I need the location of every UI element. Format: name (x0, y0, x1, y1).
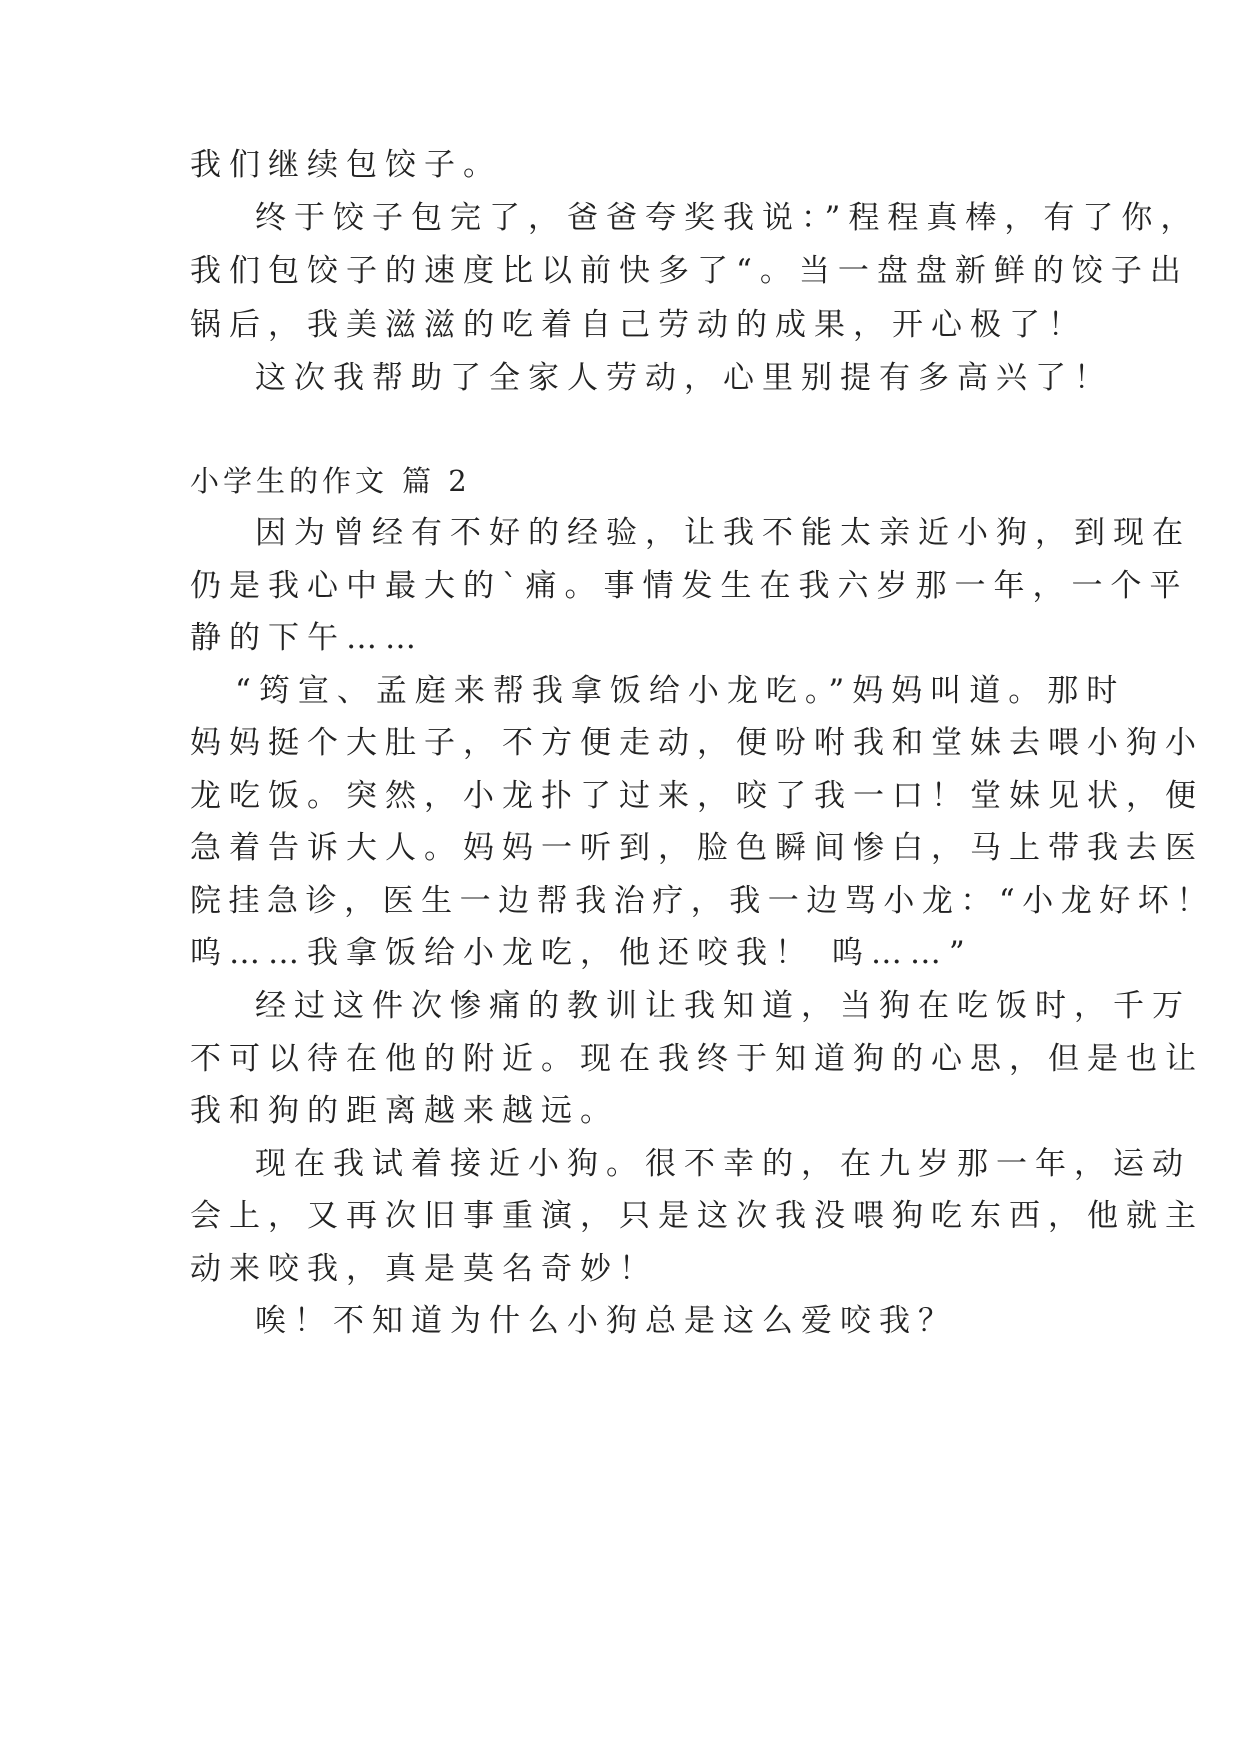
paragraph-line: 龙吃饭。突然，小龙扑了过来，咬了我一口！堂妹见状，便 (190, 778, 1204, 814)
paragraph-line: 不可以待在他的附近。现在我终于知道狗的心思，但是也让 (190, 1041, 1204, 1077)
paragraph-line: 经过这件次惨痛的教训让我知道，当狗在吃饭时，千万 (255, 988, 1191, 1024)
paragraph-line: 院挂急诊，医生一边帮我治疗，我一边骂小龙：“小龙好坏！ (190, 883, 1215, 919)
heading-title: 小学生的作文 (190, 464, 389, 498)
paragraph-line: 我们继续包饺子。 (190, 147, 502, 183)
paragraph-line: 呜……我拿饭给小龙吃，他还咬我！ 呜……” (190, 935, 973, 971)
paragraph-line: 我们包饺子的速度比以前快多了“。当一盘盘新鲜的饺子出 (190, 253, 1189, 289)
paragraph-line: 终于饺子包完了，爸爸夸奖我说：”程程真棒，有了你， (255, 200, 1200, 236)
paragraph-line: 这次我帮助了全家人劳动，心里别提有多高兴了！ (255, 360, 1113, 396)
heading-section-number: 篇 2 (402, 464, 471, 498)
paragraph-line: 妈妈挺个大肚子，不方便走动，便吩咐我和堂妹去喂小狗小 (190, 725, 1204, 761)
paragraph-line: 锅后，我美滋滋的吃着自己劳动的成果，开心极了！ (190, 307, 1087, 343)
paragraph-line: 静的下午…… (190, 620, 424, 656)
paragraph-line: 急着告诉大人。妈妈一听到，脸色瞬间惨白，马上带我去医 (190, 830, 1204, 866)
paragraph-line: 因为曾经有不好的经验，让我不能太亲近小狗，到现在 (255, 515, 1191, 551)
section-heading (190, 461, 471, 501)
paragraph-line: 现在我试着接近小狗。很不幸的，在九岁那一年，运动 (255, 1146, 1191, 1182)
paragraph-line: 会上，又再次旧事重演，只是这次我没喂狗吃东西，他就主 (190, 1198, 1204, 1234)
paragraph-line: 仍是我心中最大的`痛。事情发生在我六岁那一年，一个平 (190, 568, 1189, 604)
paragraph-line: 唉！不知道为什么小狗总是这么爱咬我？ (255, 1303, 957, 1339)
paragraph-line: 动来咬我，真是莫名奇妙！ (190, 1251, 658, 1287)
paragraph-line: 我和狗的距离越来越远。 (190, 1093, 619, 1129)
paragraph-line: “筠宣、孟庭来帮我拿饭给小龙吃。”妈妈叫道。那时 (235, 673, 1126, 709)
